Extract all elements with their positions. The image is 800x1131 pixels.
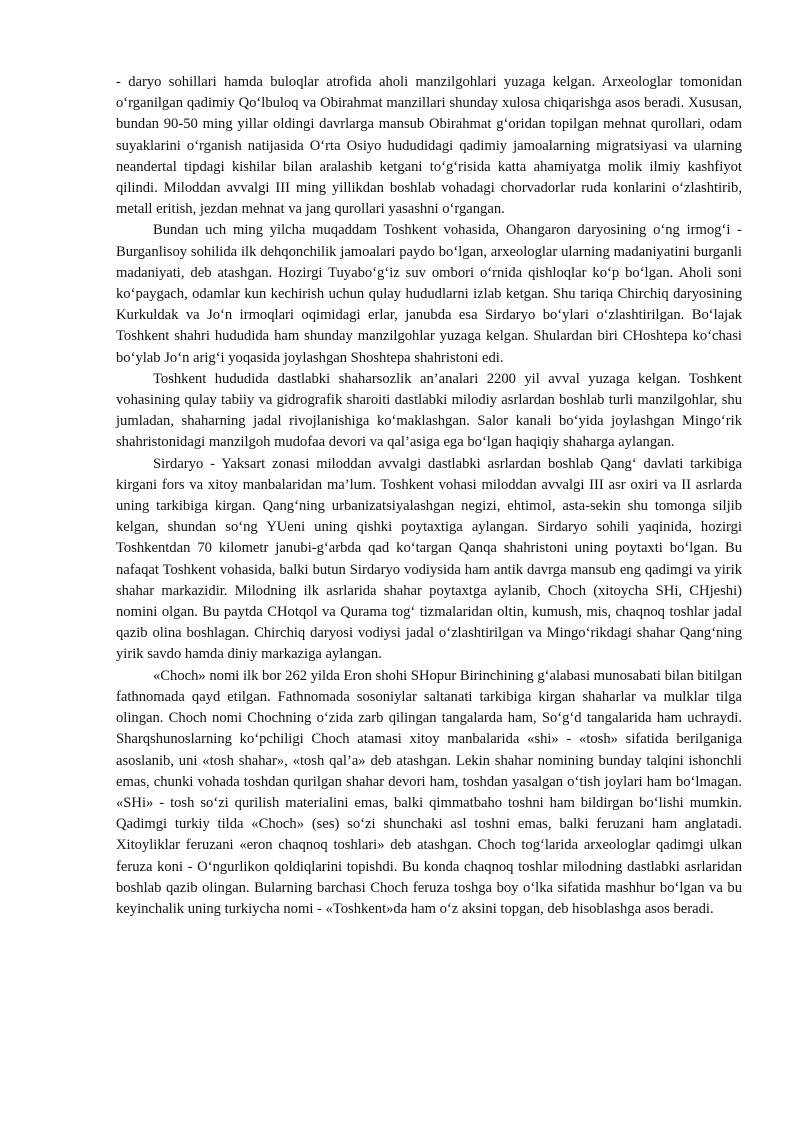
paragraph-3: Toshkent hududida dastlabki shaharsozlik an’analari 2200 yil avval yuzaga kelgan. Toshkent vohasining qulay tabiiy va gidrografik sharoiti dastlabki milodiy asrlardan boshlab turli manzilgohlar, shu jumladan, shaharning jadal rivojlanishiga ko‘maklashgan. Salor kanali bo‘yida joylashgan Mingo‘rik shahristonidagi manzilgoh mudofaa devori va qal’asiga ega bo‘lgan haqiqiy shaharga aylangan.	[116, 370, 742, 451]
paragraph-2: Bundan uch ming yilcha muqaddam Toshkent vohasida, Ohangaron daryosining o‘ng irmog‘i - Burganlisoy sohilida ilk dehqonchilik jamoalari paydo bo‘lgan, arxeologlar ularning madaniyatini burganli madaniyati, deb atashgan. Hozirgi Tuyabo‘g‘iz suv ombori o‘rnida qishloqlar ko‘p bo‘lgan. Aholi soni ko‘paygach, odamlar kun kechirish uchun qulay hududlarni izlab ketgan. Shu tariqa Chirchiq daryosining Kurkuldak va Jo‘n irmoqlari oqimidagi erlar, janubda esa Sirdaryo bo‘ylari o‘zlashtirilgan. Bo‘lajak Toshkent shahri hududida ham shunday manzilgohlar yuzaga kelgan. Shulardan biri CHoshtepa ko‘chasi bo‘ylab Jo‘n arig‘i yoqasida joylashgan Shoshtepa shahristoni edi.	[116, 222, 742, 366]
paragraph-5: «Choch» nomi ilk bor 262 yilda Eron shohi SHopur Birinchining g‘alabasi munosabati bilan bitilgan fathnomada qayd etilgan. Fathnomada sosoniylar saltanati tarkibiga kirgan shaharlar va mulklar tilga olingan. Choch nomi Chochning o‘zida zarb qilingan tangalarda ham, So‘g‘d tangalarida ham uchraydi. Sharqshunoslarning ko‘pchiligi Choch atamasi xitoy manbalarida «shi» - «tosh» sifatida berilganiga asoslanib, uni «tosh shahar», «tosh qal’a» deb atashgan. Lekin shahar nomining bunday talqini ishonchli emas, chunki vohada toshdan qurilgan shahar devori ham, toshdan yasalgan o‘tish joylari ham bo‘lmagan. «SHi» - tosh so‘zi qurilish materialini emas, balki qimmatbaho toshni ham bildirgan bo‘lishi mumkin. Qadimgi turkiy tilda «Choch» (ses) so‘zi shunchaki asl toshni emas, balki feruzani ham anglatadi. Xitoyliklar feruzani «eron chaqnoq toshlari» deb atashgan. Choch tog‘larida arxeologlar qadimgi ulkan feruza koni - O‘ngurlikon qoldiqlarini topishdi. Bu konda chaqnoq toshlar milodning dastlabki asrlaridan boshlab qazib olingan. Bularning barchasi Choch feruza toshga boy o‘lka sifatida mashhur bo‘lgan va bu keyinchalik uning turkiycha nomi - «Toshkent»da ham o‘z aksini topgan, deb hisoblashga asos beradi.	[116, 667, 742, 917]
paragraph-4: Sirdaryo - Yaksart zonasi miloddan avvalgi dastlabki asrlardan boshlab Qang‘ davlati tarkibiga kirgani fors va xitoy manbalaridan ma’lum. Toshkent vohasi miloddan avvalgi III asr oxiri va II asrlarda uning tarkibiga kirgan. Qang‘ning urbanizatsiyalashgan negizi, ehtimol, asta-sekin shu tomonga siljib kelgan, shundan so‘ng YUeni uning qishki poytaxtiga aylangan. Sirdaryo sohili yaqinida, hozirgi Toshkentdan 70 kilometr janubi-g‘arbda qad ko‘targan Qanqa shahristoni uning poytaxti bo‘lgan. Bu nafaqat Toshkent vohasida, balki butun Sirdaryo vodiysida ham antik davrga mansub eng qadimgi va yirik shahar markazidir. Milodning ilk asrlarida shahar poytaxtga aylanib, Choch (xitoycha SHi, CHjeshi) nomini olgan. Bu paytda CHotqol va Qurama tog‘ tizmalaridan oltin, kumush, mis, chaqnoq toshlar jadal qazib olina boshlagan. Chirchiq daryosi vodiysi jadal o‘zlashtirilgan va Mingo‘rikdagi shahar Qang‘ning yirik savdo hamda diniy markaziga aylangan.	[116, 455, 742, 663]
document-page	[116, 72, 742, 920]
paragraph-1: - daryo sohillari hamda buloqlar atrofida aholi manzilgohlari yuzaga kelgan. Arxeologlar tomonidan o‘rganilgan qadimiy Qo‘lbuloq va Obirahmat manzillari shunday xulosa chiqarishga asos beradi. Xususan, bundan 90-50 ming yillar oldingi davrlarga mansub Obirahmat g‘oridan topilgan mehnat qurollari, odam suyaklarini o‘rganish natijasida O‘rta Osiyo hududidagi qadimiy jamoalarning migratsiyasi va ularning neandertal tipdagi kishilar bilan aralashib ketgani to‘g‘risida katta ahamiyatga molik ilmiy kashfiyot qilindi. Miloddan avvalgi III ming yillikdan boshlab vohadagi chorvadorlar ruda konlarini o‘zlashtirib, metall eritish, jezdan mehnat va jang qurollari yasashni o‘rgangan.	[116, 74, 742, 218]
